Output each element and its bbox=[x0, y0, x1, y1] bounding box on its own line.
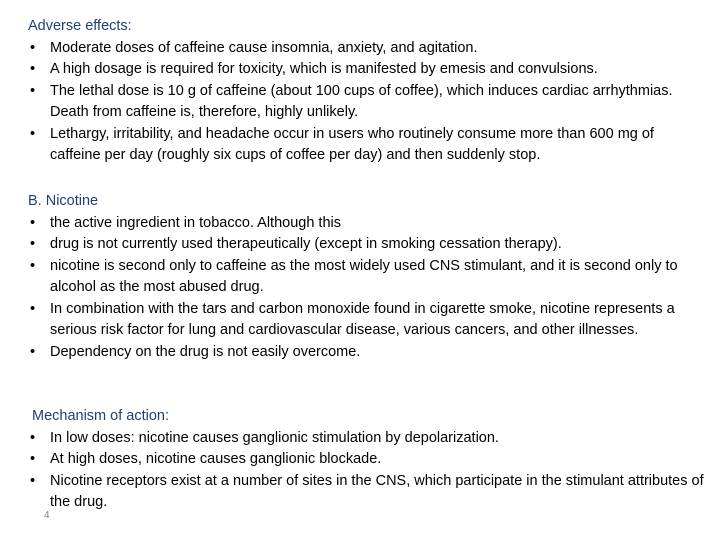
nicotine-heading-title: Nicotine bbox=[45, 193, 99, 209]
bullet-icon: • bbox=[30, 257, 36, 274]
list-item bbox=[28, 342, 708, 364]
nicotine-list bbox=[28, 213, 708, 364]
list-item bbox=[28, 256, 708, 299]
list-item-text: drug is not currently used therapeutically (except in smoking cessation therapy). bbox=[50, 236, 562, 252]
list-item bbox=[28, 38, 708, 60]
bullet-icon: • bbox=[30, 300, 36, 317]
list-item bbox=[28, 234, 708, 256]
list-item-text: nicotine is second only to caffeine as the most widely used CNS stimulant, and it is second only to alcohol as the most abused drug. bbox=[50, 257, 678, 295]
list-item-text: In low doses: nicotine causes ganglionic stimulation by depolarization. bbox=[50, 429, 499, 446]
nicotine-heading bbox=[28, 191, 708, 213]
bullet-icon: • bbox=[30, 343, 36, 360]
bullet-icon: • bbox=[30, 472, 36, 489]
list-item bbox=[28, 428, 708, 450]
bullet-icon: • bbox=[30, 451, 36, 467]
list-item-text: A high dosage is required for toxicity, which is manifested by emesis and convulsions. bbox=[50, 61, 598, 77]
bullet-icon: • bbox=[30, 61, 36, 77]
list-item-text: In combination with the tars and carbon monoxide found in cigarette smoke, nicotine represents a serious risk factor for lung and cardiovascular disease, various cancers, and other illnesses. bbox=[50, 300, 675, 338]
list-item bbox=[28, 449, 708, 471]
bullet-icon: • bbox=[30, 429, 36, 446]
list-item bbox=[28, 124, 708, 167]
adverse-effects-section bbox=[28, 16, 708, 167]
bullet-icon: • bbox=[30, 214, 36, 231]
mechanism-heading: Mechanism of action: bbox=[32, 408, 170, 424]
page-number: 4 bbox=[44, 510, 50, 521]
list-item-text: the active ingredient in tobacco. Although this bbox=[50, 214, 341, 231]
bullet-icon: • bbox=[30, 82, 36, 99]
list-item bbox=[28, 299, 708, 342]
list-item bbox=[28, 471, 708, 514]
bullet-icon: • bbox=[30, 125, 36, 142]
bullet-icon: • bbox=[30, 39, 36, 56]
list-item bbox=[28, 59, 708, 81]
list-item bbox=[28, 213, 708, 235]
mechanism-list bbox=[28, 428, 708, 514]
list-item-text: Moderate doses of caffeine cause insomnia, anxiety, and agitation. bbox=[50, 39, 478, 56]
list-item-text: At high doses, nicotine causes ganglionic blockade. bbox=[50, 451, 382, 467]
nicotine-heading-letter: B. bbox=[28, 193, 42, 209]
list-item-text: The lethal dose is 10 g of caffeine (about 100 cups of coffee), which induces cardiac arrhythmias. Death from caffeine is, therefore, highly unlikely. bbox=[50, 82, 673, 120]
list-item-text: Dependency on the drug is not easily overcome. bbox=[50, 343, 361, 360]
nicotine-section bbox=[28, 191, 708, 363]
list-item-text: Lethargy, irritability, and headache occur in users who routinely consume more than 600 mg of caffeine per day (roughly six cups of coffee per day) and then suddenly stop. bbox=[50, 125, 654, 163]
list-item bbox=[28, 81, 708, 124]
adverse-effects-list bbox=[28, 38, 708, 167]
adverse-effects-heading: Adverse effects: bbox=[28, 18, 132, 34]
bullet-icon: • bbox=[30, 236, 36, 252]
list-item-text: Nicotine receptors exist at a number of sites in the CNS, which participate in the stimulant attributes of the drug. bbox=[50, 472, 704, 510]
mechanism-section bbox=[28, 406, 708, 514]
